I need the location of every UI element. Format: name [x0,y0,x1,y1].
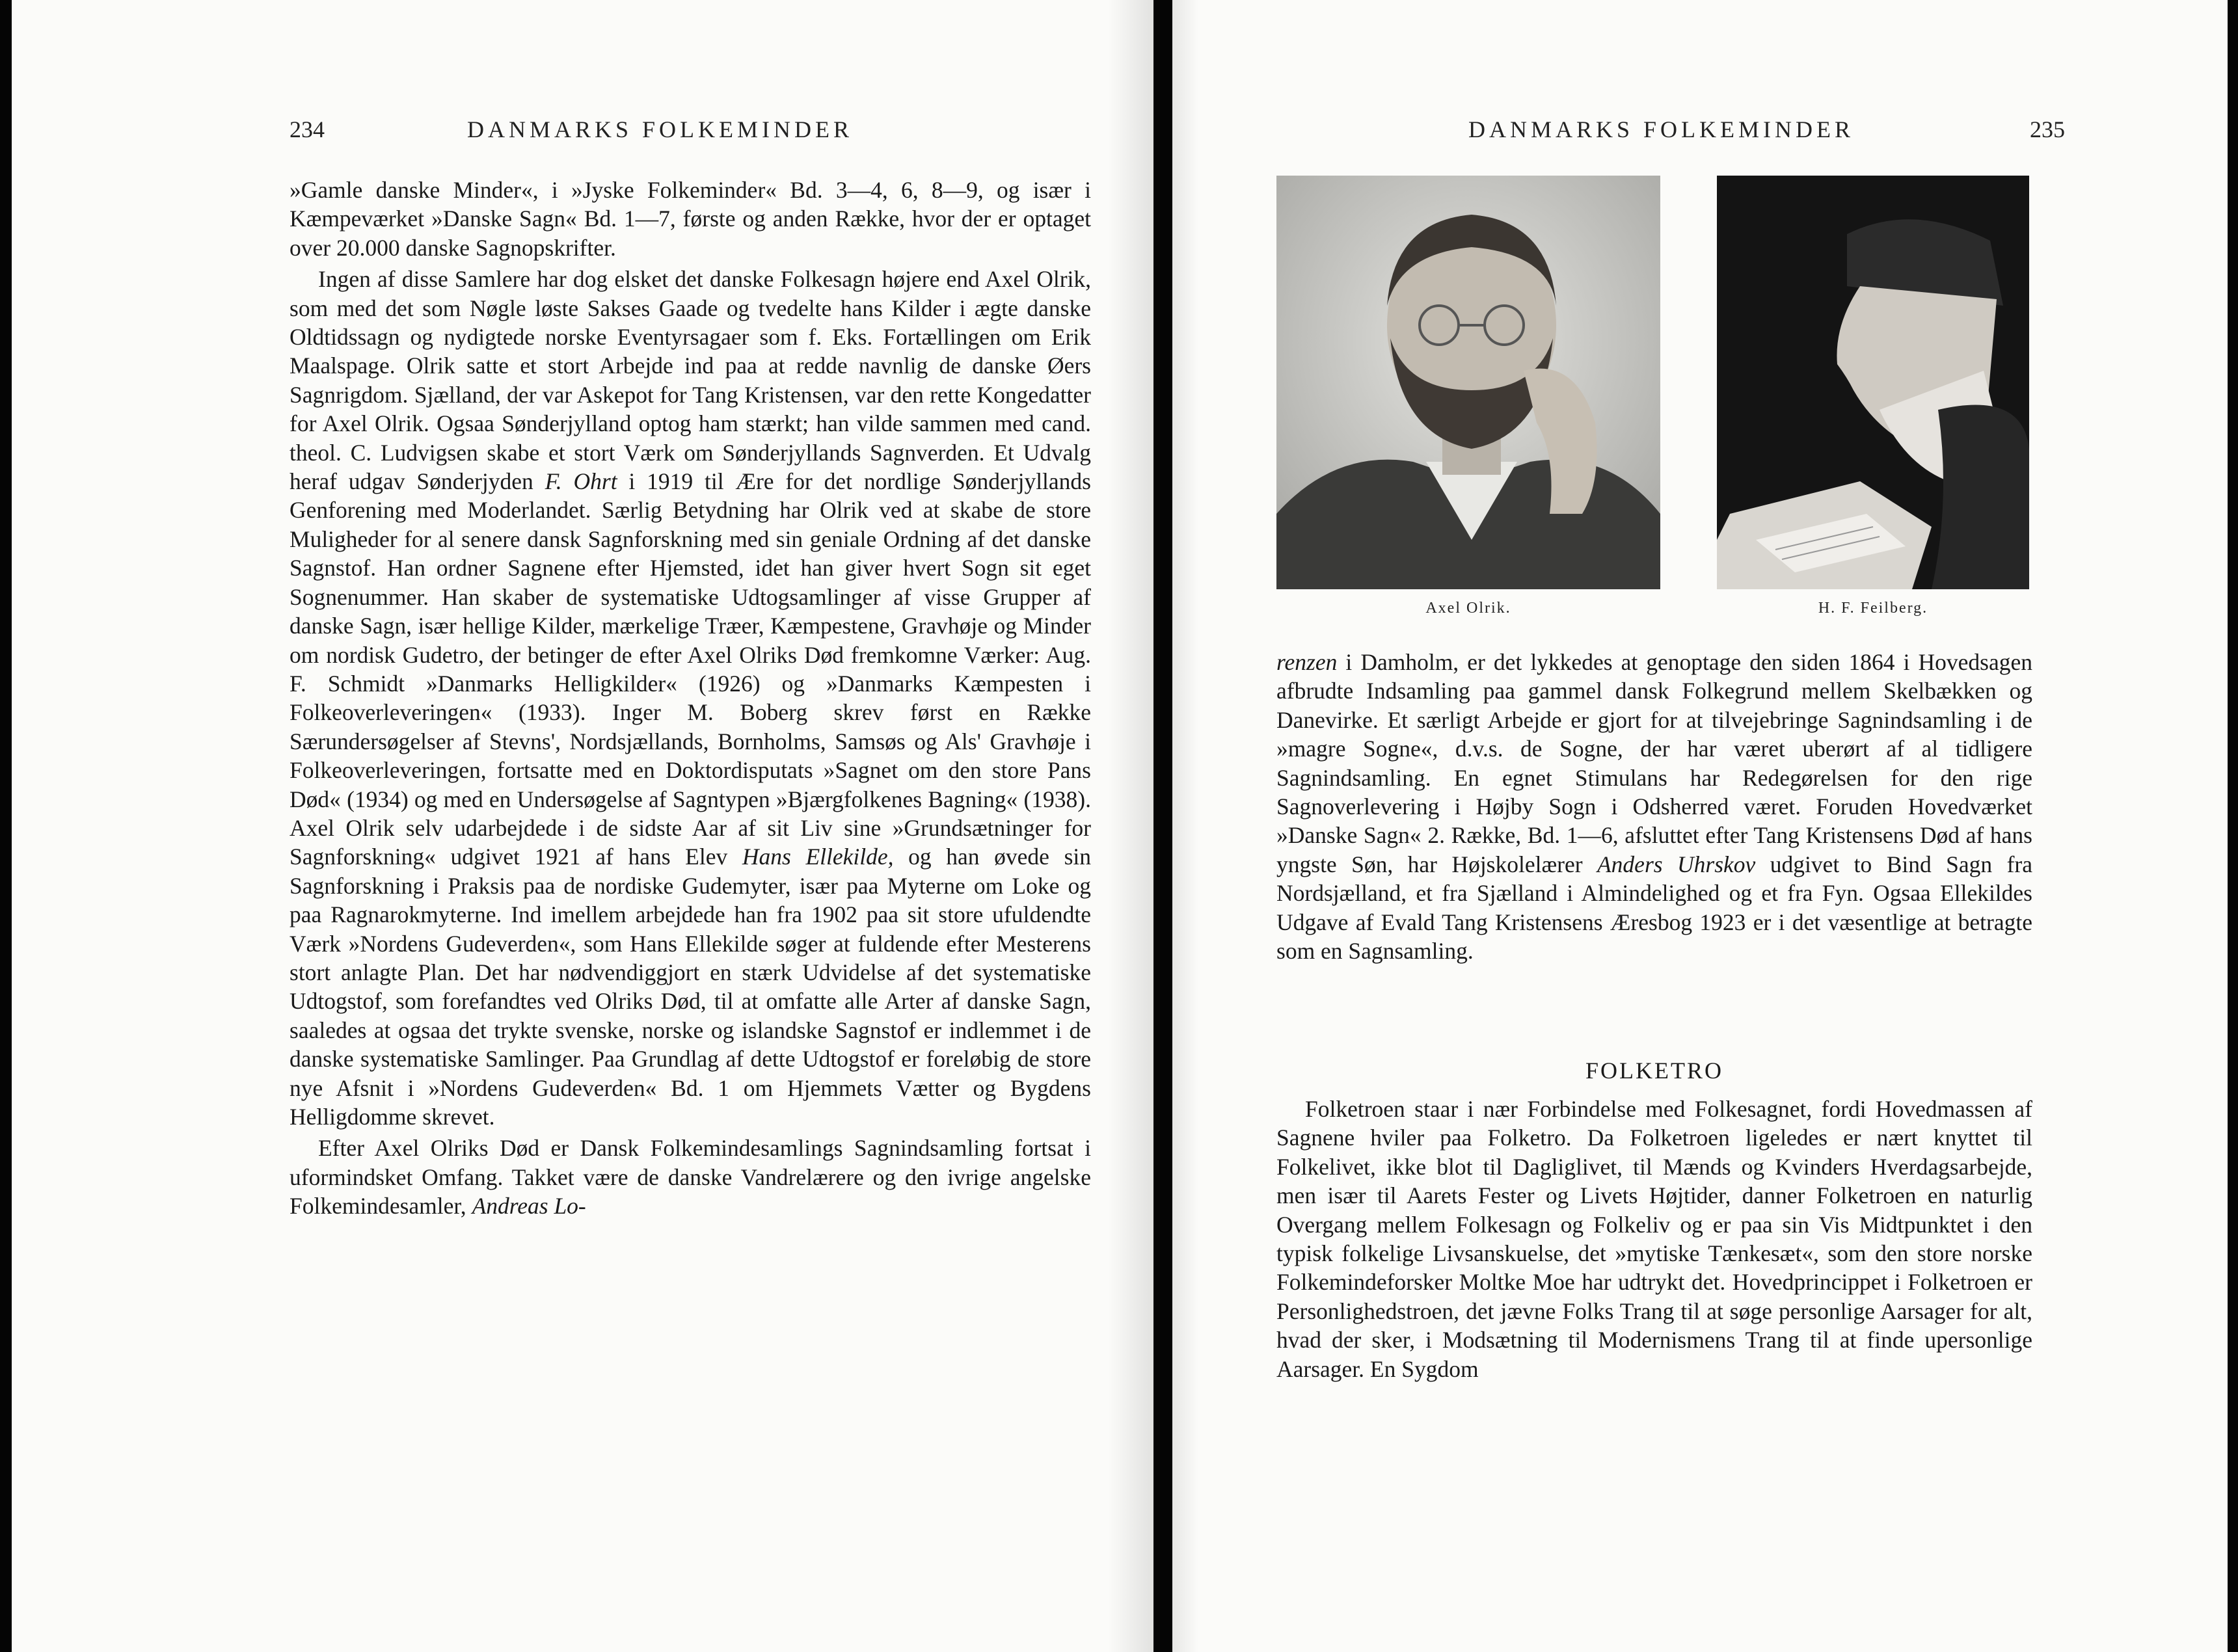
italic-name: Hans Ellekilde, [742,844,894,870]
paragraph [290,1134,1091,1220]
right-page [1172,0,2228,1652]
running-head: DANMARKS FOLKEMINDER [1468,116,1855,142]
right-text-block-2 [1276,1095,2032,1383]
photo-caption: Axel Olrik. [1425,600,1511,617]
paragraph [1276,648,2032,965]
page-number: 234 [290,116,325,142]
text-run: udgivet to Bind Sagn fra Nordsjælland, et fra Sjælland i Almindelighed og et fra Fyn. Ogsaa Ellekildes Udgave af Evald Tang Kristensens Æresbog 1923 er i det væsentlige at betragte som en Sagnsamling. [1276,851,2032,965]
italic-name: renzen [1276,649,1338,675]
spine-shadow [1108,0,1153,1652]
paragraph: »Gamle danske Minder«, i »Jyske Folkeminder« Bd. 3—4, 6, 8—9, og især i Kæmpeværket »Danske Sagn« Bd. 1—7, første og anden Række, hvor der er optaget over 20.000 danske Sagnopskrifter. [290,177,1091,261]
italic-name: F. Ohrt [545,468,617,495]
text-run: og han øvede sin Sagnforskning i Praksis paa de nordiske Gudemyter, især paa Myterne om Loke og paa Ragnarokmyterne. Ind imellem arbejdede han fra 1902 paa sit store ufuldendte Værk »Nordens Gudeverden«, som Hans Ellekilde søger at fuldende efter Mesterens stort anlagte Plan. Det har nødvendiggjort en stærk Udvidelse af det systematiske Udtogstof, som forefandtes ved Olriks Død, til at omfatte alle Arter af danske Sagn, saaledes at ogsaa det trykte svenske, norske og islandske Sagnstof er indlemmet i de danske systematiske Samlinger. Paa Grundlag af dette Udtogstof er foreløbig de store nye Afsnit i »Nordens Gudeverden« Bd. 1 om Hjemmets Vætter og Bygdens Helligdomme skrevet. [290,844,1091,1130]
italic-name: Anders Uhrskov [1597,851,1756,877]
hf-feilberg-photo [1717,176,2029,589]
portrait-photo-icon [1276,176,1660,589]
spine-shadow [1172,0,1198,1652]
text-run: i Damholm, er det lykkedes at genoptage den siden 1864 i Hovedsagen afbrudte Indsamling paa gammel dansk Folkegrund mellem Skelbækken og Danevirke. Et særligt Arbejde er gjort for at tilvejebringe Sagnindsamling i de »magre Sogne«, d.v.s. de Sogne, der har været uberørt af al tidligere Sagnindsamling. En egnet Stimulans har Redegørelsen for den rige Sagnoverlevering i Højby Sogn i Odsherred været. Foruden Hovedværket »Danske Sagn« 2. Række, Bd. 1—6, afsluttet efter Tang Kristensens Død af hans yngste Søn, har Højskolelærer [1276,649,2032,877]
paragraph [290,265,1091,1131]
portrait-photo-icon [1717,176,2029,589]
page-number: 235 [2030,116,2065,142]
paragraph: Folketroen staar i nær Forbindelse med Folkesagnet, fordi Hovedmassen af Sagnene hviler paa Folketro. Da Folketroen ligeledes er nært knyttet til Folkelivet, ikke blot til Dagliglivet, til Mænds og Kvinders Hverdagsarbejde, men især til Aarets Fester og Livets Højtider, danner Folketroen en naturlig Overgang mellem Folkesagn og Folkeliv og er paa sin Vis Midtpunktet i den typisk folkelige Livsanskuelse, det »mytiske Tænkesæt«, som den store norske Folkemindeforsker Moltke Moe har udtrykt det. Hovedprincippet i Folketroen er Personlighedstroen, det jævne Folks Trang til at søge personlige Aarsager for alt, hvad der sker, i Modsætning til Modernismens Trang til at finde upersonlige Aarsager. En Sygdom [1276,1096,2032,1382]
running-head: DANMARKS FOLKEMINDER [467,116,854,142]
section-heading: FOLKETRO [1585,1058,1723,1084]
italic-name: Andreas Lo- [472,1193,586,1219]
axel-olrik-photo [1276,176,1660,589]
photo-caption: H. F. Feilberg. [1818,600,1928,617]
text-run: i 1919 til Ære for det nordlige Sønderjyllands Genforening med Moderlandet. Særlig Betydning har Olrik ved at skabe de store Muligheder for al senere dansk Sagnforskning med sin geniale Ordning af det danske Sagnstof. Han ordner Sagnene efter Hjemsted, idet han giver hvert Sogn sit eget Sognenummer. Han skaber de systematiske Udtogsamlinger af visse Grupper af danske Sagn, især hellige Kilder, mærkelige Træer, Kæmpestene, Gravhøje og Minder om nordisk Gudetro, der betinger de efter Axel Olriks Død fremkomne Værker: Aug. F. Schmidt »Danmarks Helligkilder« (1926) og »Danmarks Kæmpesten i Folkeoverleveringen« (1933). Inger M. Boberg skrev først en Række Særundersøgelser af Stevns', Nordsjællands, Bornholms, Samsøs og Als' Gravhøje i Folkeoverleveringen, fortsatte med en Doktordisputats »Sagnet om den store Pans Død« (1934) og med en Undersøgelse af Sagntypen »Bjærgfolkenes Bagning« (1938). Axel Olrik selv udarbejdede i de sidste Aar af sit Liv sine »Grundsætninger for Sagnforskning« udgivet 1921 af hans Elev [290,468,1091,870]
text-run: Ingen af disse Samlere har dog elsket det danske Folkesagn højere end Axel Olrik, som med det som Nøgle løste Sakses Gaade og tvedelte hans Kilder i ægte danske Oldtidssagn og nydigtede norske Eventyrsagaer som f. Eks. Fortællingen om Erik Maalspage. Olrik satte et stort Arbejde ind paa at redde navnlig de danske Øers Sagnrigdom. Sjælland, der var Askepot for Tang Kristensen, var den rette Kongedatter for Axel Olrik. Ogsaa Sønderjylland optog ham stærkt; han vilde sammen med cand. theol. C. Ludvigsen skabe et stort Værk om Sønderjyllands Sagnverden. Et Udvalg heraf udgav Sønderjyden [290,266,1091,495]
right-text-block [1276,648,2032,965]
left-text-block [290,176,1091,1221]
text-run: Efter Axel Olriks Død er Dansk Folkemindesamlings Sagnindsamling fortsat i uformindsket Omfang. Takket være de danske Vandrelærere og den ivrige angelske Folkemindesamler, [290,1135,1091,1219]
left-page [12,0,1153,1652]
